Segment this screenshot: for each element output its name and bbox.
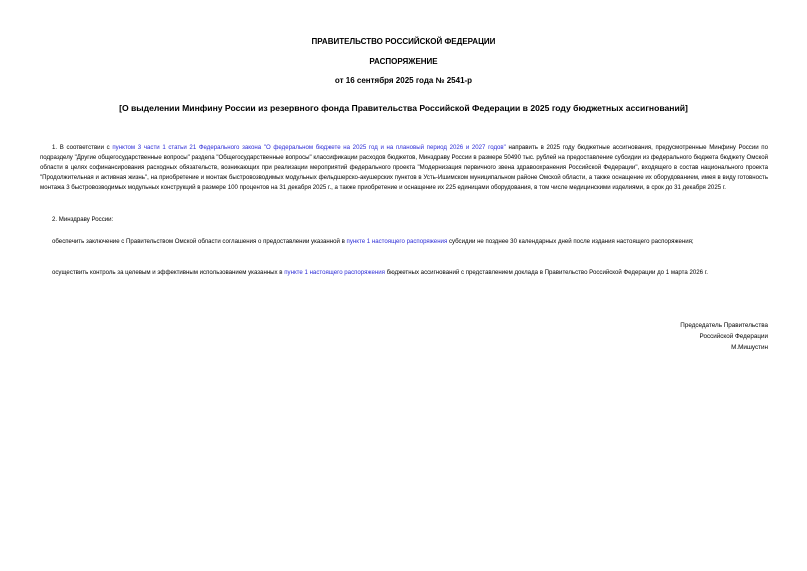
issuer-heading: ПРАВИТЕЛЬСТВО РОССИЙСКОЙ ФЕДЕРАЦИИ	[311, 37, 496, 46]
paragraph-4	[40, 268, 768, 278]
paragraph-1-pre: 1. В соответствии с	[52, 144, 113, 151]
signature-block	[568, 320, 768, 353]
paragraph-3	[40, 237, 768, 247]
signature-position: Председатель Правительства	[680, 322, 768, 329]
paragraph-3-post: субсидии не позднее 30 календарных дней после издания настоящего распоряжения;	[447, 238, 694, 245]
document-type: РАСПОРЯЖЕНИЕ	[369, 57, 438, 66]
paragraph-4-post: бюджетных ассигнований с представлением доклада в Правительство Российской Федерации до 1 марта 2026 г.	[384, 269, 708, 276]
paragraph-1-post: направить в 2025 году бюджетные ассигнования, предусмотренные Минфину России по подразделу "Другие общегосударственные вопросы" раздела "Общегосударственные вопросы" классификации расходов бюджетов, Минздраву России в размере 50490 тыс. рублей на предоставление субсидии из федерального бюджета бюджету Омской области в целях софинансирования расходных обязательств, возникающих при реализации мероприятий федерального проекта "Модернизация первичного звена здравоохранения Российской Федерации", входящего в состав национального проекта "Продолжительная и активная жизнь", на приобретение и монтаж быстровозводимых модульных фельдшерско-акушерских пунктов в Усть-Ишимском муниципальном районе Омской области, а также оснащение их оборудованием, имея в виду готовность монтажа 3 быстровозводимых модульных конструкций в размере 100 процентов на 31 декабря 2025 г., а также приобретение и оснащение их 225 единицами оборудования, в том числе медицинскими изделиями, в срок до 31 декабря 2025 г.	[40, 144, 768, 191]
paragraph-3-reference-link[interactable]: пункте 1 настоящего распоряжения	[346, 238, 448, 245]
paragraph-1	[40, 143, 768, 193]
paragraph-2: 2. Минздраву России:	[52, 216, 114, 223]
signature-name: М.Мишустин	[731, 344, 768, 351]
paragraph-3-pre: обеспечить заключение с Правительством Омской области соглашения о предоставлении указанной в	[52, 238, 347, 245]
signature-organization: Российской Федерации	[699, 333, 768, 340]
paragraph-4-reference-link[interactable]: пункте 1 настоящего распоряжения	[284, 269, 385, 276]
law-reference-link[interactable]: пунктом 3 части 1 статьи 21 Федерального закона "О федеральном бюджете на 2025 год и на плановый период 2026 и 2027 годов"	[112, 144, 506, 151]
document-title: [О выделении Минфину России из резервного фонда Правительства Российской Федерации в 2025 году бюджетных ассигнований]	[119, 103, 688, 113]
paragraph-4-pre: осуществить контроль за целевым и эффективным использованием указанных в	[52, 269, 285, 276]
document-dateline: от 16 сентября 2025 года № 2541-р	[334, 76, 473, 85]
